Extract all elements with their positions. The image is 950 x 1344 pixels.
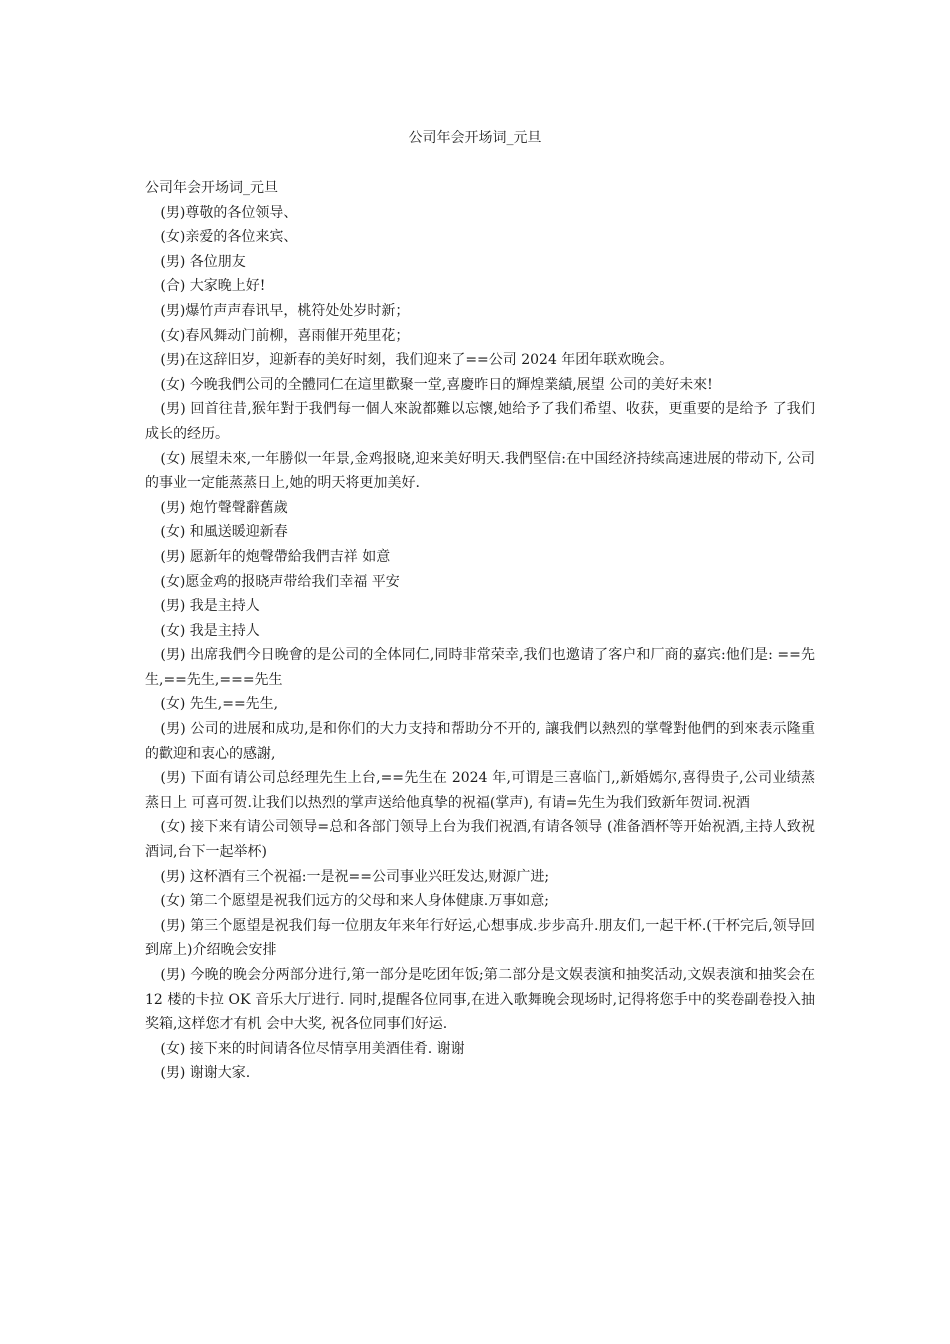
paragraph: (男) 各位朋友	[160, 253, 246, 270]
paragraph: (男)爆竹声声春讯早，桃符处处岁时新；	[160, 302, 410, 319]
paragraph: (女)愿金鸡的报晓声带给我们幸福 平安	[160, 573, 400, 590]
paragraph: (男) 回首往昔,猴年對于我們每一個人來說都難以忘懷,她给予了我们希望、收获，更重要的是给予 了我们成长的经历。	[145, 401, 815, 442]
paragraph: (男) 炮竹聲聲辭舊歲	[160, 499, 288, 516]
paragraph: (女)春风舞动门前柳，喜雨催开苑里花；	[160, 327, 410, 344]
paragraph-list	[145, 201, 815, 1086]
paragraph: (女) 今晚我們公司的全體同仁在這里歡聚一堂,喜慶昨日的輝煌業績,展望 公司的美好未來!	[160, 376, 713, 393]
paragraph: (女) 和風送暖迎新春	[160, 524, 288, 541]
paragraph: (男) 今晚的晚会分两部分进行,第一部分是吃团年饭;第二部分是文娱表演和抽奖活动,文娱表演和抽奖会在 12 楼的卡拉 OK 音乐大厅进行. 同时,提醒各位同事,在进入歌舞晚会现场时,记得将您手中的奖卷副卷投入抽奖箱,这样您才有机 会中大奖, 祝各位同事们好运.	[145, 967, 815, 1033]
document-body	[145, 176, 815, 1086]
paragraph: (男) 第三个愿望是祝我们每一位朋友年来年行好运,心想事成.步步高升.朋友们,一起干杯.(干杯完后,领导回到席上)介绍晚会安排	[145, 917, 815, 959]
paragraph: (男)尊敬的各位领导、	[160, 204, 298, 221]
paragraph: (女)亲爱的各位来宾、	[160, 229, 298, 246]
paragraph: (男) 下面有请公司总经理先生上台,==先生在 2024 年,可谓是三喜临门,,新婚嫣尔,喜得贵子,公司业绩蒸蒸日上 可喜可贺.让我们以热烈的掌声送给他真挚的祝福(掌声), 有请=先生为我们致新年贺词.祝酒	[145, 770, 815, 811]
paragraph: (女) 接下来的时间请各位尽情享用美酒佳肴. 谢谢	[160, 1040, 465, 1057]
document-heading: 公司年会开场词_元旦	[145, 180, 278, 196]
paragraph: (女) 先生,==先生,	[160, 696, 279, 713]
paragraph: (男) 谢谢大家.	[160, 1065, 251, 1082]
paragraph: (男) 愿新年的炮聲帶給我們吉祥 如意	[160, 548, 391, 565]
paragraph: (女) 第二个愿望是祝我们远方的父母和来人身体健康.万事如意;	[160, 893, 549, 910]
paragraph: (女) 展望未來,一年勝似一年景,金鸡报晓,迎来美好明天.我們堅信:在中国经济持续高速进展的带动下, 公司的事业一定能蒸蒸日上,她的明天将更加美好.	[145, 450, 815, 492]
paragraph: (男) 公司的进展和成功,是和你们的大力支持和帮助分不开的, 讓我們以熱烈的掌聲對他們的到來表示隆重的歡迎和衷心的感謝,	[145, 721, 815, 762]
paragraph: (男)在这辞旧岁，迎新春的美好时刻，我们迎来了==公司 2024 年团年联欢晚会。	[160, 352, 674, 369]
paragraph: (男) 出席我們今日晚會的是公司的全体同仁,同時非常荣幸,我们也邀请了客户和厂商的嘉宾:他们是: ==先生,==先生,===先生	[145, 647, 815, 688]
paragraph: (男) 我是主持人	[160, 598, 260, 615]
paragraph: (合) 大家晚上好!	[160, 278, 266, 295]
paragraph: (男) 这杯酒有三个祝福:一是祝==公司事业兴旺发达,财源广进;	[160, 868, 550, 885]
page-title: 公司年会开场词_元旦	[408, 130, 542, 146]
paragraph: (女) 我是主持人	[160, 622, 260, 639]
paragraph: (女) 接下来有请公司领导=总和各部门领导上台为我们祝酒,有请各领导 (准备酒杯等开始祝酒,主持人致祝酒词,台下一起举杯)	[145, 819, 815, 861]
